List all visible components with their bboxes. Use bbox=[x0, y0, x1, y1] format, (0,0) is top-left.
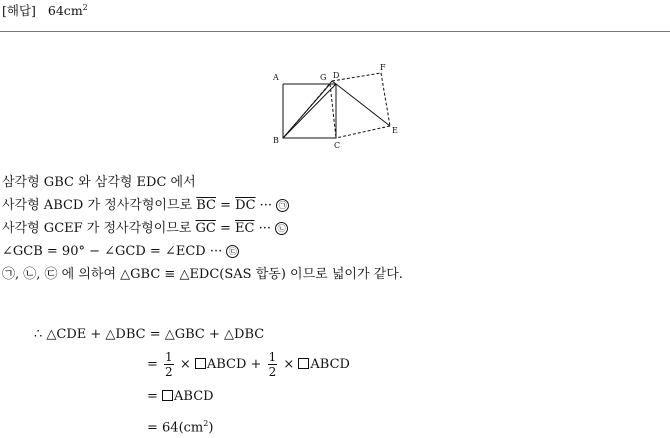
square-symbol bbox=[195, 358, 206, 369]
proof-line-2: 사각형 ABCD 가 정사각형이므로 $\overline{BC} = \overline{DC}$ ··· ㉠ bbox=[2, 196, 289, 216]
segment-dc: $\overline{DC}$ bbox=[235, 198, 256, 213]
proof-line-3: 사각형 GCEF 가 정사각형이므로 $\overline{GC} = \overline{EC}$ ··· ㉡ bbox=[2, 219, 288, 239]
equation-line-4: = $64(cm^2)$ bbox=[147, 419, 214, 436]
fraction-2: $\frac{1}{2}$ bbox=[268, 350, 277, 379]
mark-2: ㉡ bbox=[275, 222, 288, 235]
segment-bc: $\overline{BC}$ bbox=[196, 198, 216, 213]
square-symbol bbox=[298, 358, 309, 369]
segment-fe bbox=[381, 73, 390, 126]
segment-gb-dashed bbox=[285, 81, 332, 136]
equation-line-3: = ABCD bbox=[147, 389, 214, 404]
label-e: E bbox=[392, 126, 398, 135]
label-b: B bbox=[273, 136, 279, 145]
answer-value: $64cm^2$ bbox=[47, 3, 88, 19]
segment-gc bbox=[330, 84, 336, 138]
segment-gc-text: $\overline{GC}$ bbox=[195, 221, 216, 236]
segment-ec bbox=[336, 126, 390, 138]
equation-line-1: ∴ △CDE + △DBC = △GBC + △DBC bbox=[34, 327, 265, 342]
fraction-1: $\frac{1}{2}$ bbox=[165, 350, 173, 379]
mark-list: ㉠, ㉡, ㉢ bbox=[2, 267, 58, 282]
proof-line-4: ∠GCB = 90° − ∠GCD = ∠ECD ··· ㉢ bbox=[2, 242, 239, 262]
label-f: F bbox=[380, 63, 386, 72]
mark-1: ㉠ bbox=[276, 199, 289, 212]
segment-bg bbox=[283, 84, 330, 138]
geometry-figure bbox=[268, 60, 408, 152]
label-d: D bbox=[333, 71, 340, 80]
answer-label: [해답] bbox=[2, 3, 36, 19]
label-a: A bbox=[273, 73, 279, 82]
label-c: C bbox=[334, 141, 341, 150]
segment-bd bbox=[283, 84, 336, 138]
segment-ec-text: $\overline{EC}$ bbox=[235, 221, 255, 236]
proof-line-1: 삼각형 GBC 와 삼각형 EDC 에서 bbox=[2, 175, 196, 190]
mark-3: ㉢ bbox=[226, 245, 239, 258]
label-g: G bbox=[320, 73, 327, 82]
divider bbox=[0, 31, 670, 32]
segment-de bbox=[336, 84, 390, 126]
equation-line-2: = $\frac{1}{2}$ × ABCD + $\frac{1}{2}$ × ABCD bbox=[147, 350, 350, 379]
square-symbol bbox=[162, 390, 173, 401]
proof-line-5: ㉠, ㉡, ㉢ 에 의하여 △GBC ≡ △EDC(SAS 합동) 이므로 넓이가 같다. bbox=[2, 267, 403, 282]
answer-line bbox=[2, 0, 88, 19]
